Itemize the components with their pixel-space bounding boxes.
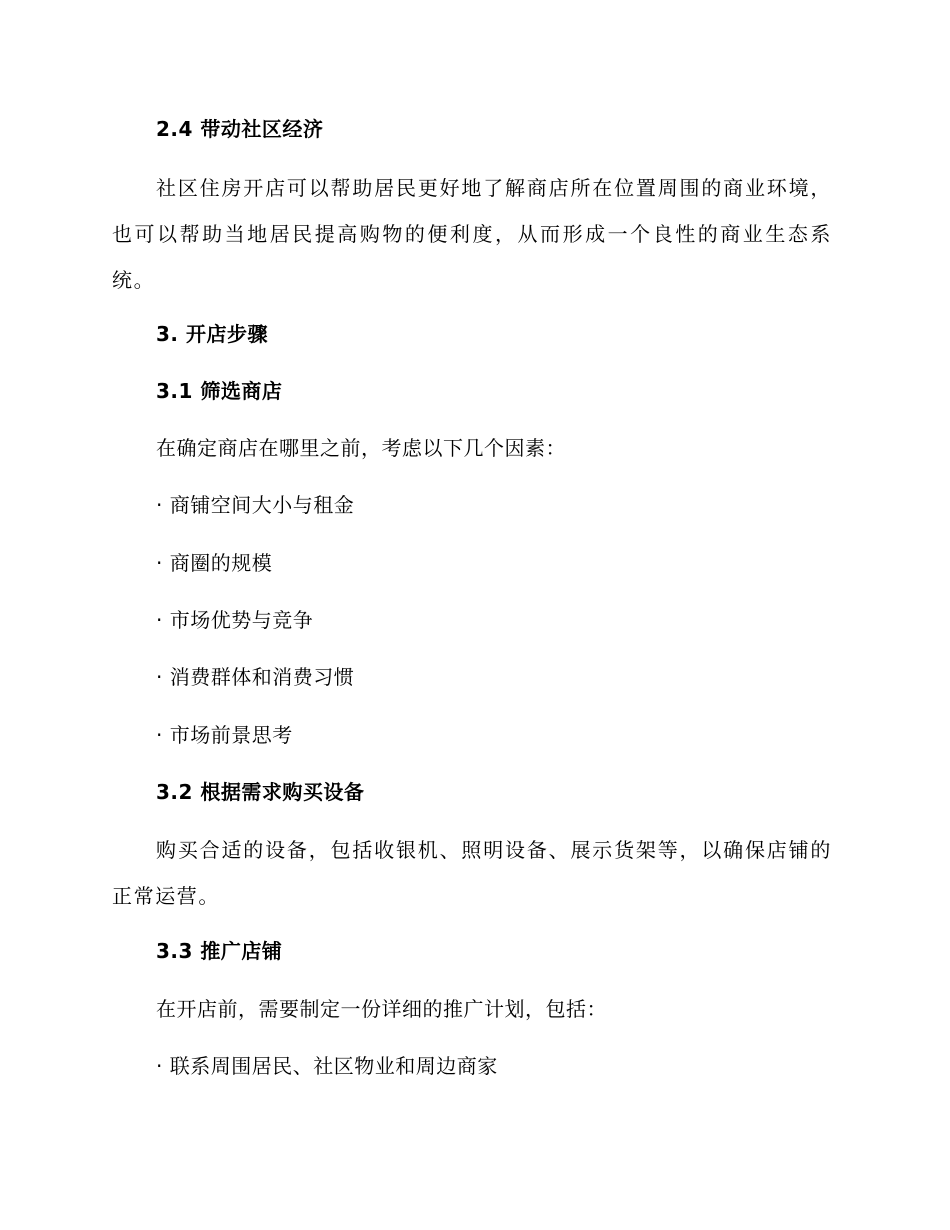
section-heading-3-3: 3.3 推广店铺 [156, 939, 283, 963]
list-item: · 消费群体和消费习惯 [156, 665, 355, 689]
list-item: · 联系周围居民、社区物业和周边商家 [156, 1054, 498, 1078]
section-heading-3-1: 3.1 筛选商店 [156, 379, 283, 403]
paragraph-promotion-intro: 在开店前，需要制定一份详细的推广计划，包括： [156, 997, 607, 1021]
paragraph-buy-equipment: 购买合适的设备，包括收银机、照明设备、展示货架等，以确保店铺的正常运营。 [112, 838, 832, 908]
paragraph-community-economy: 社区住房开店可以帮助居民更好地了解商店所在位置周围的商业环境，也可以帮助当地居民提高购物的便利度，从而形成一个良性的商业生态系统。 [112, 176, 832, 292]
paragraph-select-store-intro: 在确定商店在哪里之前，考虑以下几个因素： [156, 436, 566, 460]
list-item: · 商铺空间大小与租金 [156, 493, 355, 517]
section-heading-2-4: 2.4 带动社区经济 [156, 117, 324, 141]
list-item: · 商圈的规模 [156, 551, 273, 575]
section-heading-3: 3. 开店步骤 [156, 322, 268, 346]
section-heading-3-2: 3.2 根据需求购买设备 [156, 780, 365, 804]
list-item: · 市场前景思考 [156, 723, 293, 747]
list-item: · 市场优势与竞争 [156, 608, 314, 632]
